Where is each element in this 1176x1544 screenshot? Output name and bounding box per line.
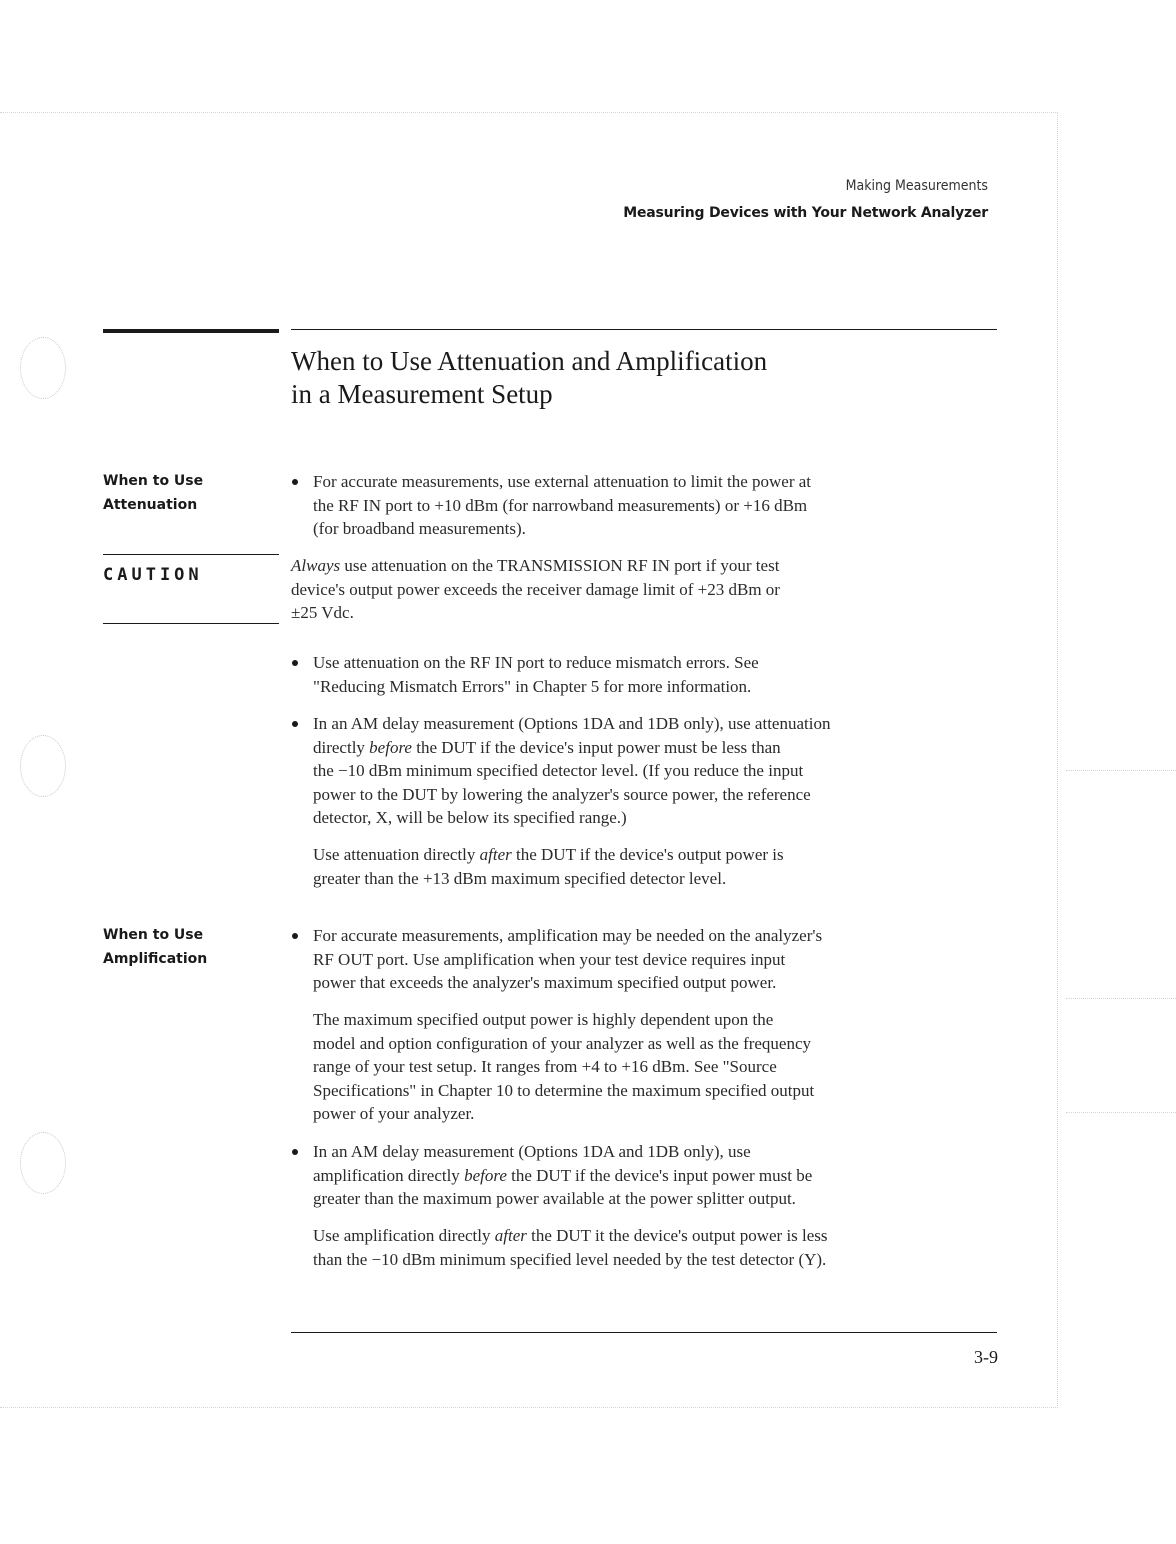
text-line — [313, 736, 1003, 760]
text-line: device's output power exceeds the receiver damage limit of +23 dBm or — [291, 579, 780, 599]
scan-border-top — [0, 112, 1058, 113]
bullet-icon — [292, 660, 298, 666]
punch-hole — [20, 337, 66, 399]
text-span: the DUT if the device's input power must be less than — [411, 737, 781, 757]
emphasis: Always — [291, 556, 341, 575]
scan-mark — [1066, 770, 1176, 771]
footer-rule — [291, 1332, 997, 1333]
text-line: Specifications" in Chapter 10 to determine the maximum specified output — [313, 1080, 815, 1100]
text-line: In an AM delay measurement (Options 1DA and 1DB only), use attenuation — [313, 714, 831, 733]
attenuation-bullet-3 — [313, 712, 1003, 830]
side-heading-amplification — [103, 923, 207, 971]
text-line — [313, 1224, 1003, 1248]
amplification-paragraph — [313, 1008, 1003, 1126]
text-line: For accurate measurements, use external attenuation to limit the power at — [313, 472, 812, 491]
text-line: greater than the maximum power available at the power splitter output. — [313, 1189, 796, 1208]
text-line: greater than the +13 dBm maximum specified detector level. — [313, 868, 727, 888]
text-line: RF OUT port. Use amplification when your test device requires input — [313, 949, 786, 969]
emphasis: after — [479, 845, 512, 864]
emphasis: before — [464, 1165, 507, 1185]
text-line — [313, 1164, 1003, 1188]
text-line: range of your test setup. It ranges from +4 to +16 dBm. See "Source — [313, 1057, 777, 1076]
scan-border-bottom — [0, 1407, 1058, 1408]
side-heading-line: When to Use — [103, 927, 204, 943]
caution-rule-top — [103, 554, 279, 555]
text-line: Use attenuation on the RF IN port to reduce mismatch errors. See — [313, 653, 759, 672]
caution-text — [291, 554, 1003, 625]
amplification-bullet-2 — [313, 1140, 1003, 1211]
text-line: power that exceeds the analyzer's maximum specified output power. — [313, 973, 777, 992]
amplification-bullet-1 — [313, 924, 1003, 995]
text-line: power of your analyzer. — [313, 1104, 475, 1123]
running-header-chapter: Making Measurements — [845, 178, 988, 194]
page-title — [291, 345, 767, 411]
punch-hole — [20, 1132, 66, 1194]
bullet-icon — [292, 721, 298, 727]
scan-mark — [1066, 1112, 1176, 1113]
scan-border-right — [1057, 112, 1058, 1408]
bullet-icon — [292, 933, 298, 939]
text-span: Use amplification directly — [313, 1226, 495, 1245]
side-heading-line: When to Use — [103, 473, 204, 489]
text-span: the DUT if the device's output power is — [511, 845, 784, 864]
caution-label: CAUTION — [103, 565, 203, 585]
bullet-icon — [292, 479, 298, 485]
side-heading-line: Attenuation — [103, 497, 198, 513]
text-line: power to the DUT by lowering the analyzer's source power, the reference — [313, 784, 811, 804]
attenuation-after-paragraph — [313, 843, 1003, 890]
side-heading-attenuation — [103, 469, 203, 517]
text-line: In an AM delay measurement (Options 1DA and 1DB only), use — [313, 1142, 751, 1161]
text-span: use attenuation on the TRANSMISSION RF IN port if your test — [340, 556, 780, 575]
text-line — [291, 554, 1003, 578]
text-line: (for broadband measurements). — [313, 519, 526, 538]
emphasis: after — [494, 1226, 527, 1245]
text-span: Use attenuation directly — [313, 845, 480, 864]
text-line: ±25 Vdc. — [291, 603, 354, 622]
emphasis: before — [369, 737, 412, 757]
punch-hole — [20, 735, 66, 797]
text-line: For accurate measurements, amplification may be needed on the analyzer's — [313, 926, 823, 945]
text-line: The maximum specified output power is highly dependent upon the — [313, 1010, 774, 1029]
scan-mark — [1066, 998, 1176, 999]
caution-rule-bottom — [103, 623, 279, 624]
page-title-line: When to Use Attenuation and Amplification — [291, 346, 768, 376]
attenuation-bullet-2 — [313, 651, 1003, 698]
text-span: the DUT if the device's input power must be — [506, 1165, 813, 1185]
attenuation-bullet-1 — [313, 470, 1003, 541]
text-span: directly — [313, 737, 370, 757]
text-line: detector, X, will be below its specified range.) — [313, 808, 627, 827]
title-rule-thick — [103, 329, 279, 333]
text-span: the DUT it the device's output power is less — [526, 1226, 828, 1245]
text-line — [313, 843, 1003, 867]
text-line: the RF IN port to +10 dBm (for narrowband measurements) or +16 dBm — [313, 495, 808, 515]
bullet-icon — [292, 1149, 298, 1155]
text-line: than the −10 dBm minimum specified level needed by the test detector (Y). — [313, 1249, 827, 1269]
page-title-line: in a Measurement Setup — [291, 379, 553, 409]
text-span: amplification directly — [313, 1165, 465, 1185]
text-line: the −10 dBm minimum specified detector level. (If you reduce the input — [313, 761, 804, 780]
text-line: model and option configuration of your analyzer as well as the frequency — [313, 1033, 812, 1053]
side-heading-line: Amplification — [103, 951, 208, 967]
page-number: 3-9 — [974, 1347, 998, 1367]
running-header-section: Measuring Devices with Your Network Analyzer — [623, 205, 988, 221]
amplification-after-paragraph — [313, 1224, 1003, 1271]
text-line: "Reducing Mismatch Errors" in Chapter 5 for more information. — [313, 676, 752, 696]
title-rule-thin — [291, 329, 997, 330]
